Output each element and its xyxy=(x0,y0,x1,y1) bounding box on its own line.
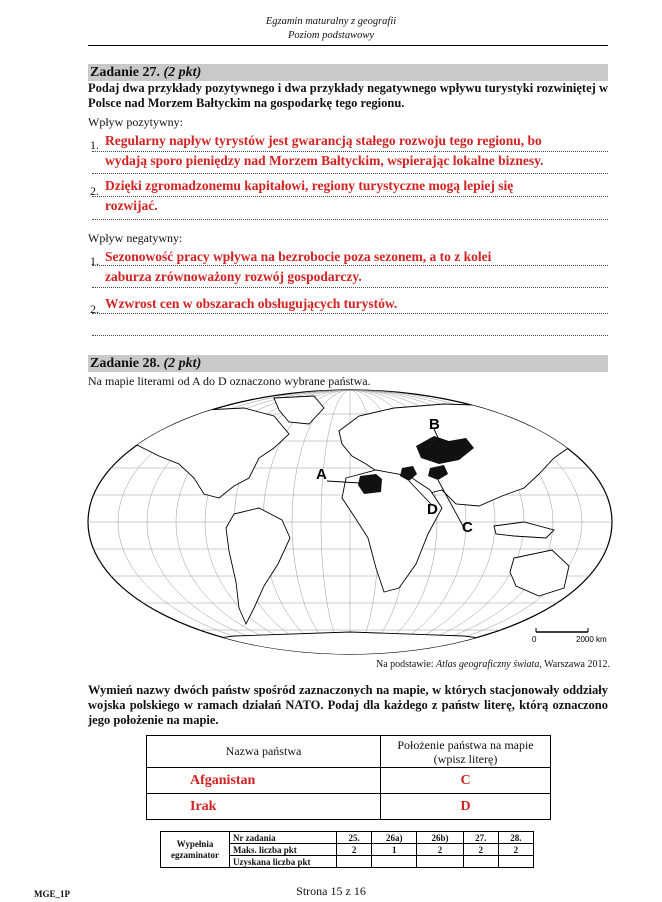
answer-line xyxy=(92,265,608,266)
page-number: Strona 15 z 16 xyxy=(296,884,366,898)
scale-bar xyxy=(532,628,607,644)
grader-task: 26a) xyxy=(372,832,417,844)
negative-1-answer[interactable] xyxy=(105,247,605,287)
answer-line xyxy=(92,173,608,174)
grader-score-input[interactable] xyxy=(417,856,463,868)
map-source-prefix: Na podstawie: xyxy=(376,659,436,670)
grader-task: 27. xyxy=(463,832,498,844)
grader-max: 1 xyxy=(372,844,417,856)
map-label-d: D xyxy=(427,501,438,518)
map-label-b: B xyxy=(429,416,440,433)
negative-1-number: 1. xyxy=(90,254,99,268)
country-letter-cell[interactable]: D xyxy=(381,794,551,820)
world-map xyxy=(84,386,616,658)
grader-task: 25. xyxy=(337,832,372,844)
answer-line xyxy=(92,151,608,152)
country-name-cell[interactable]: Afganistan xyxy=(147,768,381,794)
scale-zero: 0 xyxy=(532,635,537,644)
grader-max: 2 xyxy=(498,844,533,856)
positive-2-line1: Dzięki zgromadzonemu kapitałowi, regiony turystyczne mogą lepiej się xyxy=(105,178,514,193)
header-rule xyxy=(88,45,608,46)
answer-line xyxy=(92,287,608,288)
map-label-a: A xyxy=(316,466,327,483)
grader-score-input[interactable] xyxy=(463,856,498,868)
table-head-position xyxy=(381,736,551,768)
task28-question: Wymień nazwy dwóch państw spośród zaznaczonych na mapie, w których stacjonowały oddziały wojska polskiego w ramach działań NATO. Podaj dla każdego z państw literę, którą oznaczono jego położenie na mapie. xyxy=(88,683,608,727)
task28-points: (2 pkt) xyxy=(163,356,202,371)
negative-label: Wpływ negatywny: xyxy=(88,231,183,245)
exam-code: MGE_1P xyxy=(34,889,70,899)
task28-header xyxy=(88,355,608,372)
table-head-position-2: (wpisz literę) xyxy=(433,751,498,766)
grader-max: 2 xyxy=(337,844,372,856)
answer-line xyxy=(92,219,608,220)
grader-row-max: Maks. liczba pkt xyxy=(230,844,337,856)
map-source-title: Atlas geograficzny świata xyxy=(436,659,540,670)
grader-score-input[interactable] xyxy=(498,856,533,868)
country-letter-cell[interactable]: C xyxy=(381,768,551,794)
negative-2-number: 2. xyxy=(90,302,99,316)
grader-label xyxy=(161,832,230,868)
answer-line xyxy=(92,335,608,336)
positive-2-line2: rozwijać. xyxy=(105,198,158,213)
positive-1-number: 1. xyxy=(90,138,99,152)
exam-level: Poziom podstawowy xyxy=(287,30,375,41)
grader-score-input[interactable] xyxy=(372,856,417,868)
negative-1-line1: Sezonowość pracy wpływa na bezrobocie poza sezonem, a to z kolei xyxy=(105,249,492,264)
grader-task: 28. xyxy=(498,832,533,844)
grader-label-2: egzaminator xyxy=(171,849,219,860)
negative-2-answer[interactable] xyxy=(105,294,605,314)
table-row xyxy=(147,768,551,794)
grader-row-task: Nr zadania xyxy=(230,832,337,844)
task27-question: Podaj dwa przykłady pozytywnego i dwa przykłady negatywnego wpływu turystyki rozwiniętej w Polsce nad Morzem Bałtyckim na gospodarkę tego regionu. xyxy=(88,81,608,110)
positive-1-line2: wydają sporo pieniędzy nad Morzem Bałtyckim, wspierając lokalne biznesy. xyxy=(105,153,544,168)
map-source-suffix: , Warszawa 2012. xyxy=(539,659,610,670)
answer-line xyxy=(92,313,608,314)
table-row xyxy=(147,794,551,820)
negative-2-line1: Wzwrost cen w obszarach obsługujących turystów. xyxy=(105,296,398,311)
grader-label-1: Wypełnia xyxy=(176,838,214,849)
answer-table xyxy=(146,735,551,820)
positive-1-line1: Regularny napływ tyrystów jest gwarancją stałego rozwoju tego regionu, bo xyxy=(105,133,542,148)
map-source xyxy=(376,659,610,670)
table-head-position-1: Położenie państwa na mapie xyxy=(397,737,534,752)
scale-dist: 2000 km xyxy=(576,635,607,644)
grader-max: 2 xyxy=(463,844,498,856)
answer-line xyxy=(92,196,608,197)
task27-header xyxy=(88,64,608,81)
grader-max: 2 xyxy=(417,844,463,856)
table-head-name: Nazwa państwa xyxy=(147,736,381,768)
negative-1-line2: zaburza zrównoważony rozwój gospodarczy. xyxy=(105,269,362,284)
grader-table xyxy=(160,831,534,868)
map-label-c: C xyxy=(462,519,473,536)
positive-2-number: 2. xyxy=(90,184,99,198)
positive-label: Wpływ pozytywny: xyxy=(88,115,183,129)
task28-title: Zadanie 28. xyxy=(90,356,161,371)
exam-title: Egzamin maturalny z geografii xyxy=(265,16,397,27)
grader-task: 26b) xyxy=(417,832,463,844)
task27-title: Zadanie 27. xyxy=(90,65,161,80)
task28-intro: Na mapie literami od A do D oznaczono wybrane państwa. xyxy=(88,374,371,388)
grader-score-input[interactable] xyxy=(337,856,372,868)
grader-row-got: Uzyskana liczba pkt xyxy=(230,856,337,868)
task27-points: (2 pkt) xyxy=(163,65,202,80)
country-name-cell[interactable]: Irak xyxy=(147,794,381,820)
